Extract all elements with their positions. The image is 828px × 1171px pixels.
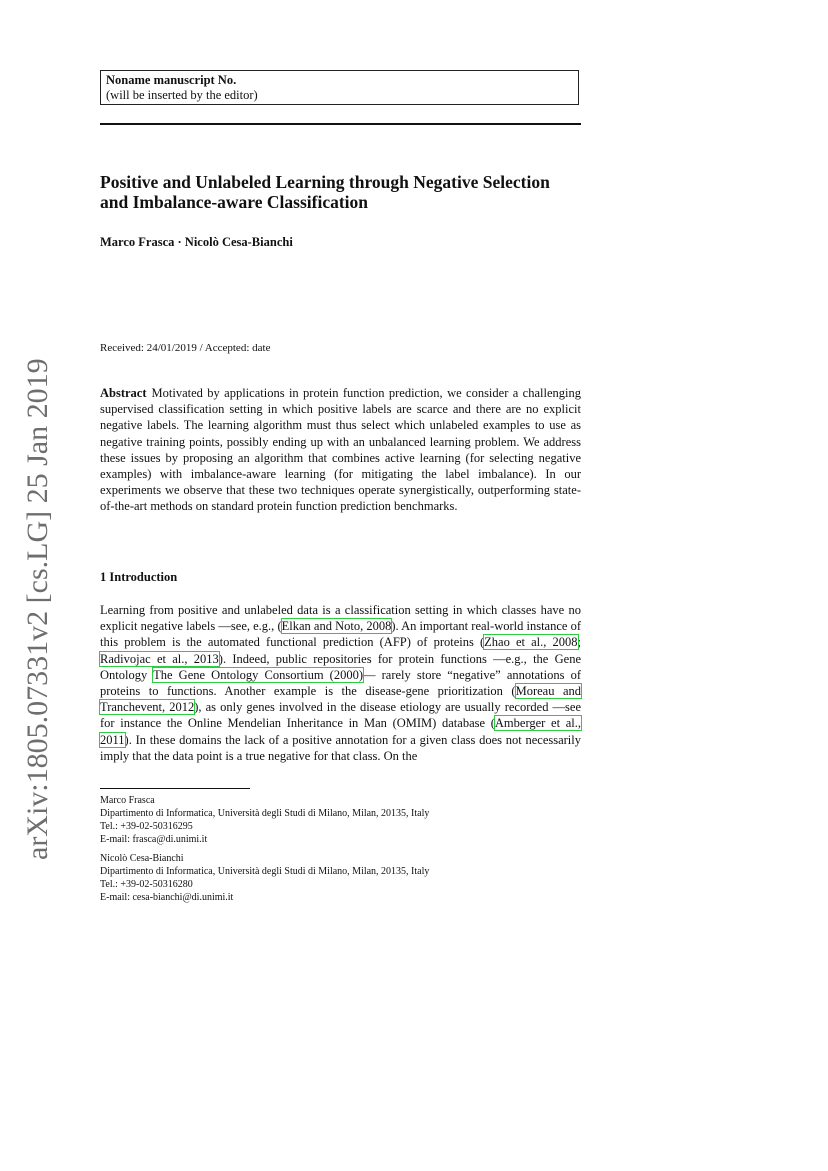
intro-text: ), as only genes involved in the disease etiology are usually recorded —see for instance the Online Mendelian Inheritance in Man (OMIM) database ( (100, 700, 581, 731)
footnote-affiliation: Dipartimento di Informatica, Università degli Studi di Milano, Milan, 20135, Italy (100, 808, 430, 819)
footnote-email: E-mail: cesa-bianchi@di.unimi.it (100, 892, 234, 903)
footnote-author-name: Marco Frasca (100, 795, 155, 806)
citation-link[interactable]: Radivojac et al., 2013 (100, 651, 219, 666)
intro-text: — rarely store “negative” annotations of proteins to functions. Another example is the disease-gene prioritization ( (100, 667, 582, 699)
abstract-text: Motivated by applications in protein function prediction, we consider a challenging supervised classification setting in which positive labels are scarce and there are no explicit negative labels. The learning algorithm must thus select which unlabeled examples to use as negative training points, possibly ending up with an unbalanced learning problem. We address these issues by proposing an algorithm that combines active learning (for selecting negative examples) with imbalance-aware learning (for mitigating the label imbalance). In our experiments we observe that these two techniques operate synergistically, outperforming state-of-the-art methods on standard protein function prediction benchmarks. (100, 386, 581, 514)
intro-text: ; (577, 635, 581, 650)
header-rule (100, 123, 581, 125)
paper-title: Positive and Unlabeled Learning through Negative Selection and Imbalance-aware Classification (100, 172, 550, 212)
citation-link[interactable]: Elkan and Noto, 2008 (281, 619, 392, 634)
abstract (100, 385, 581, 515)
manuscript-number: Noname manuscript No. (106, 73, 237, 87)
intro-text: ). In these domains the lack of a positive annotation for a given class does not necessarily imply that the data point is a true negative for that class. On the (100, 732, 581, 763)
citation-link[interactable]: Moreau and Tranchevent, 2012 (100, 684, 582, 715)
intro-text: Learning from positive and unlabeled data is a classification setting in which classes have no explicit negative labels —see, e.g., ( (100, 603, 581, 634)
footnote-email: E-mail: frasca@di.unimi.it (100, 834, 208, 845)
section-heading-introduction: 1 Introduction (100, 570, 178, 584)
author-footnote-cesa-bianchi (100, 852, 581, 904)
abstract-heading: Abstract (100, 386, 147, 400)
footnote-affiliation: Dipartimento di Informatica, Università degli Studi di Milano, Milan, 20135, Italy (100, 866, 430, 877)
arxiv-identifier: arXiv:1805.07331v2 [cs.LG] 25 Jan 2019 (21, 358, 54, 860)
paper-authors: Marco Frasca · Nicolò Cesa-Bianchi (100, 235, 293, 249)
author-footnote-frasca (100, 794, 581, 846)
footnote-phone: Tel.: +39-02-50316295 (100, 821, 193, 832)
footnote-author-name: Nicolò Cesa-Bianchi (100, 853, 184, 864)
manuscript-box (100, 70, 579, 105)
intro-text: ). An important real-world instance of this problem is the automated functional prediction (AFP) of proteins ( (100, 619, 582, 650)
intro-text: ). Indeed, public repositories for protein functions —e.g., the Gene Ontology (100, 651, 581, 682)
editor-note: (will be inserted by the editor) (106, 88, 258, 102)
received-date: Received: 24/01/2019 / Accepted: date (100, 342, 271, 354)
citation-link[interactable]: Amberger et al., 2011 (100, 716, 581, 747)
citation-link[interactable]: Zhao et al., 2008 (484, 635, 578, 650)
footnote-phone: Tel.: +39-02-50316280 (100, 879, 193, 890)
footnote-rule (100, 788, 250, 789)
introduction-paragraph (100, 602, 581, 764)
citation-link[interactable]: The Gene Ontology Consortium (2000) (153, 667, 363, 682)
